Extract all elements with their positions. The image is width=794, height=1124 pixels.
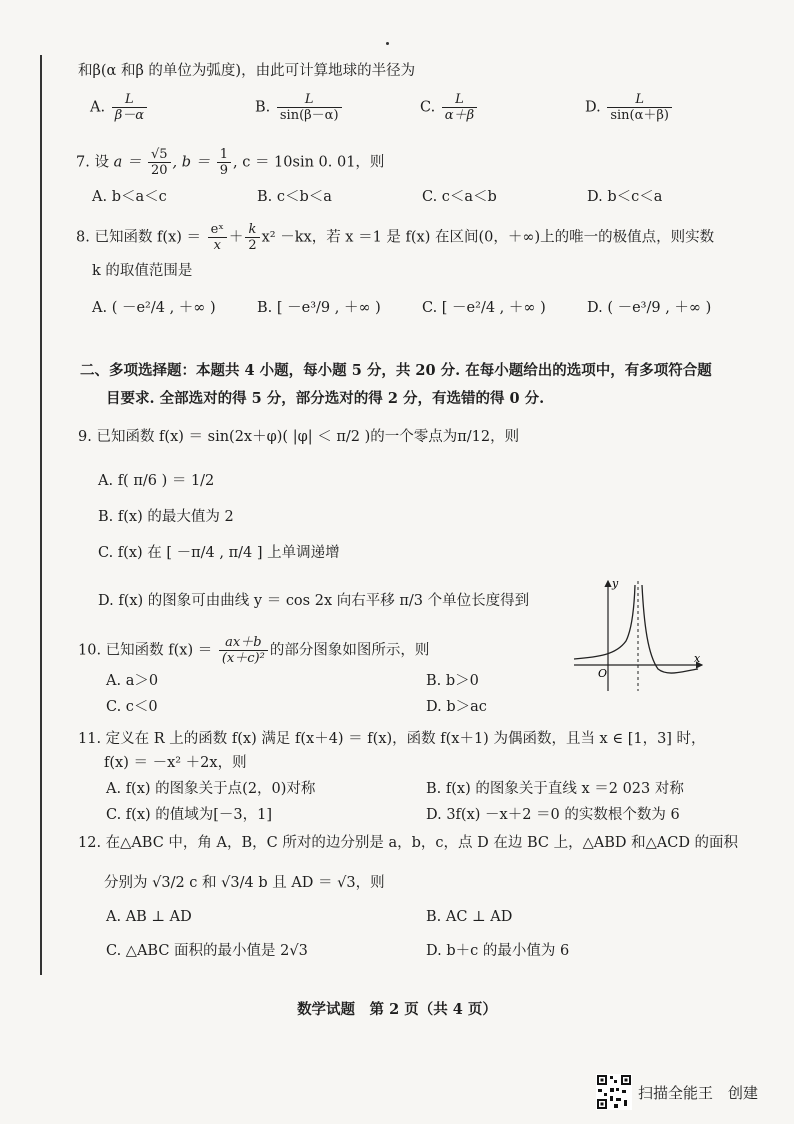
q6-intro: 和β(α 和β 的单位为弧度)，由此可计算地球的半径为	[78, 63, 416, 79]
q12-stem-line1: 12. 在△ABC 中，角 A，B，C 所对的边分别是 a，b，c，点 D 在边 BC 上，△ABD 和△ACD 的面积	[78, 835, 739, 851]
q7-option-d[interactable]: D. b＜c＜a	[587, 189, 663, 205]
q10-option-c[interactable]: C. c＜0	[106, 699, 158, 715]
q7-option-a[interactable]: A. b＜a＜c	[92, 189, 167, 205]
q8-option-b[interactable]: B. [ －e³/9 , ＋∞ )	[257, 300, 381, 316]
q12-stem-line2: 分别为 √3/2 c 和 √3/4 b 且 AD ＝ √3，则	[104, 875, 385, 891]
q7-stem: 7. 设 a ＝ $\frac{√5}{20}$ , b ＝ $\frac{1}{9}$ , c ＝ 10sin 0. 01，则	[76, 147, 385, 178]
margin-line	[40, 55, 42, 975]
q6-option-a[interactable]: A. $\frac{L}{\beta-\alpha}$	[90, 92, 149, 123]
q6-option-c[interactable]: C. $\frac{L}{\alpha+\beta}$	[420, 92, 479, 123]
section2-line1: 二、多项选择题：本题共 4 小题，每小题 5 分，共 20 分. 在每小题给出的选项中，有多项符合题	[80, 362, 712, 379]
q9-option-a[interactable]: A. f( π/6 ) ＝ 1/2	[98, 473, 215, 489]
graph-x-label: x	[694, 652, 701, 665]
left-branch	[574, 585, 635, 659]
q8-option-c[interactable]: C. [ －e²/4 , ＋∞ )	[422, 300, 546, 316]
q11-option-d[interactable]: D. 3f(x) －x＋2 ＝0 的实数根个数为 6	[426, 807, 680, 823]
q7-option-b[interactable]: B. c＜b＜a	[257, 189, 332, 205]
q12-option-d[interactable]: D. b＋c 的最小值为 6	[426, 943, 570, 959]
q8-stem: 8. 已知函数 f(x) ＝ $\frac{\text{eˣ}}{x}$ ＋ $\frac{k}{2}$ x² －kx，若 x ＝1 是 f(x) 在区间(0，＋∞)上的唯一的极值点，则实数	[76, 222, 715, 253]
q6-option-b[interactable]: B. $\frac{L}{\sin(\beta-\alpha)}$	[255, 92, 344, 123]
q11-option-c[interactable]: C. f(x) 的值域为[－3，1]	[106, 807, 273, 823]
q8-option-d[interactable]: D. ( －e³/9 , ＋∞ )	[587, 300, 712, 316]
q10-option-d[interactable]: D. b＞ac	[426, 699, 487, 715]
q6-option-d[interactable]: D. $\frac{L}{\sin(\alpha+\beta)}$	[585, 92, 674, 123]
scanner-brand: 扫描全能王 创建	[638, 1084, 759, 1102]
q9-option-c[interactable]: C. f(x) 在 [ －π/4 , π/4 ] 上单调递增	[98, 545, 340, 561]
q11-stem-line2: f(x) ＝ －x² ＋2x，则	[104, 755, 247, 771]
qr-code-icon	[596, 1074, 632, 1110]
graph-origin-label: O	[598, 667, 608, 680]
section2-line2: 目要求. 全部选对的得 5 分，部分选对的得 2 分，有选错的得 0 分.	[106, 390, 545, 407]
q9-option-b[interactable]: B. f(x) 的最大值为 2	[98, 509, 234, 525]
q12-option-c[interactable]: C. △ABC 面积的最小值是 2√3	[106, 943, 308, 959]
q10-option-b[interactable]: B. b＞0	[426, 673, 479, 689]
graph-y-label: y	[612, 577, 619, 590]
q10-function-graph	[568, 575, 708, 695]
q11-option-b[interactable]: B. f(x) 的图象关于直线 x ＝2 023 对称	[426, 781, 684, 797]
q8-option-a[interactable]: A. ( －e²/4 , ＋∞ )	[92, 300, 216, 316]
q9-stem: 9. 已知函数 f(x) ＝ sin(2x＋φ)( |φ| ＜ π/2 )的一个零点为π/12，则	[78, 429, 520, 445]
q12-option-b[interactable]: B. AC ⊥ AD	[426, 909, 513, 925]
page-footer: 数学试题 第 2 页（共 4 页）	[297, 1001, 497, 1018]
q11-option-a[interactable]: A. f(x) 的图象关于点(2，0)对称	[106, 781, 316, 797]
scan-dot	[386, 42, 389, 45]
q8-stem-line2: k 的取值范围是	[92, 263, 193, 279]
q9-option-d[interactable]: D. f(x) 的图象可由曲线 y ＝ cos 2x 向右平移 π/3 个单位长度得到	[98, 593, 530, 609]
right-branch	[642, 585, 698, 673]
q10-stem: 10. 已知函数 f(x) ＝ $\frac{ax+b}{\text{(x＋c)²}}$ 的部分图象如图所示，则	[78, 635, 430, 666]
q7-option-c[interactable]: C. c＜a＜b	[422, 189, 497, 205]
q12-option-a[interactable]: A. AB ⊥ AD	[106, 909, 192, 925]
q11-stem-line1: 11. 定义在 R 上的函数 f(x) 满足 f(x＋4) ＝ f(x)，函数 f(x＋1) 为偶函数，且当 x ∈ [1，3] 时，	[78, 731, 706, 747]
q10-option-a[interactable]: A. a＞0	[106, 673, 159, 689]
